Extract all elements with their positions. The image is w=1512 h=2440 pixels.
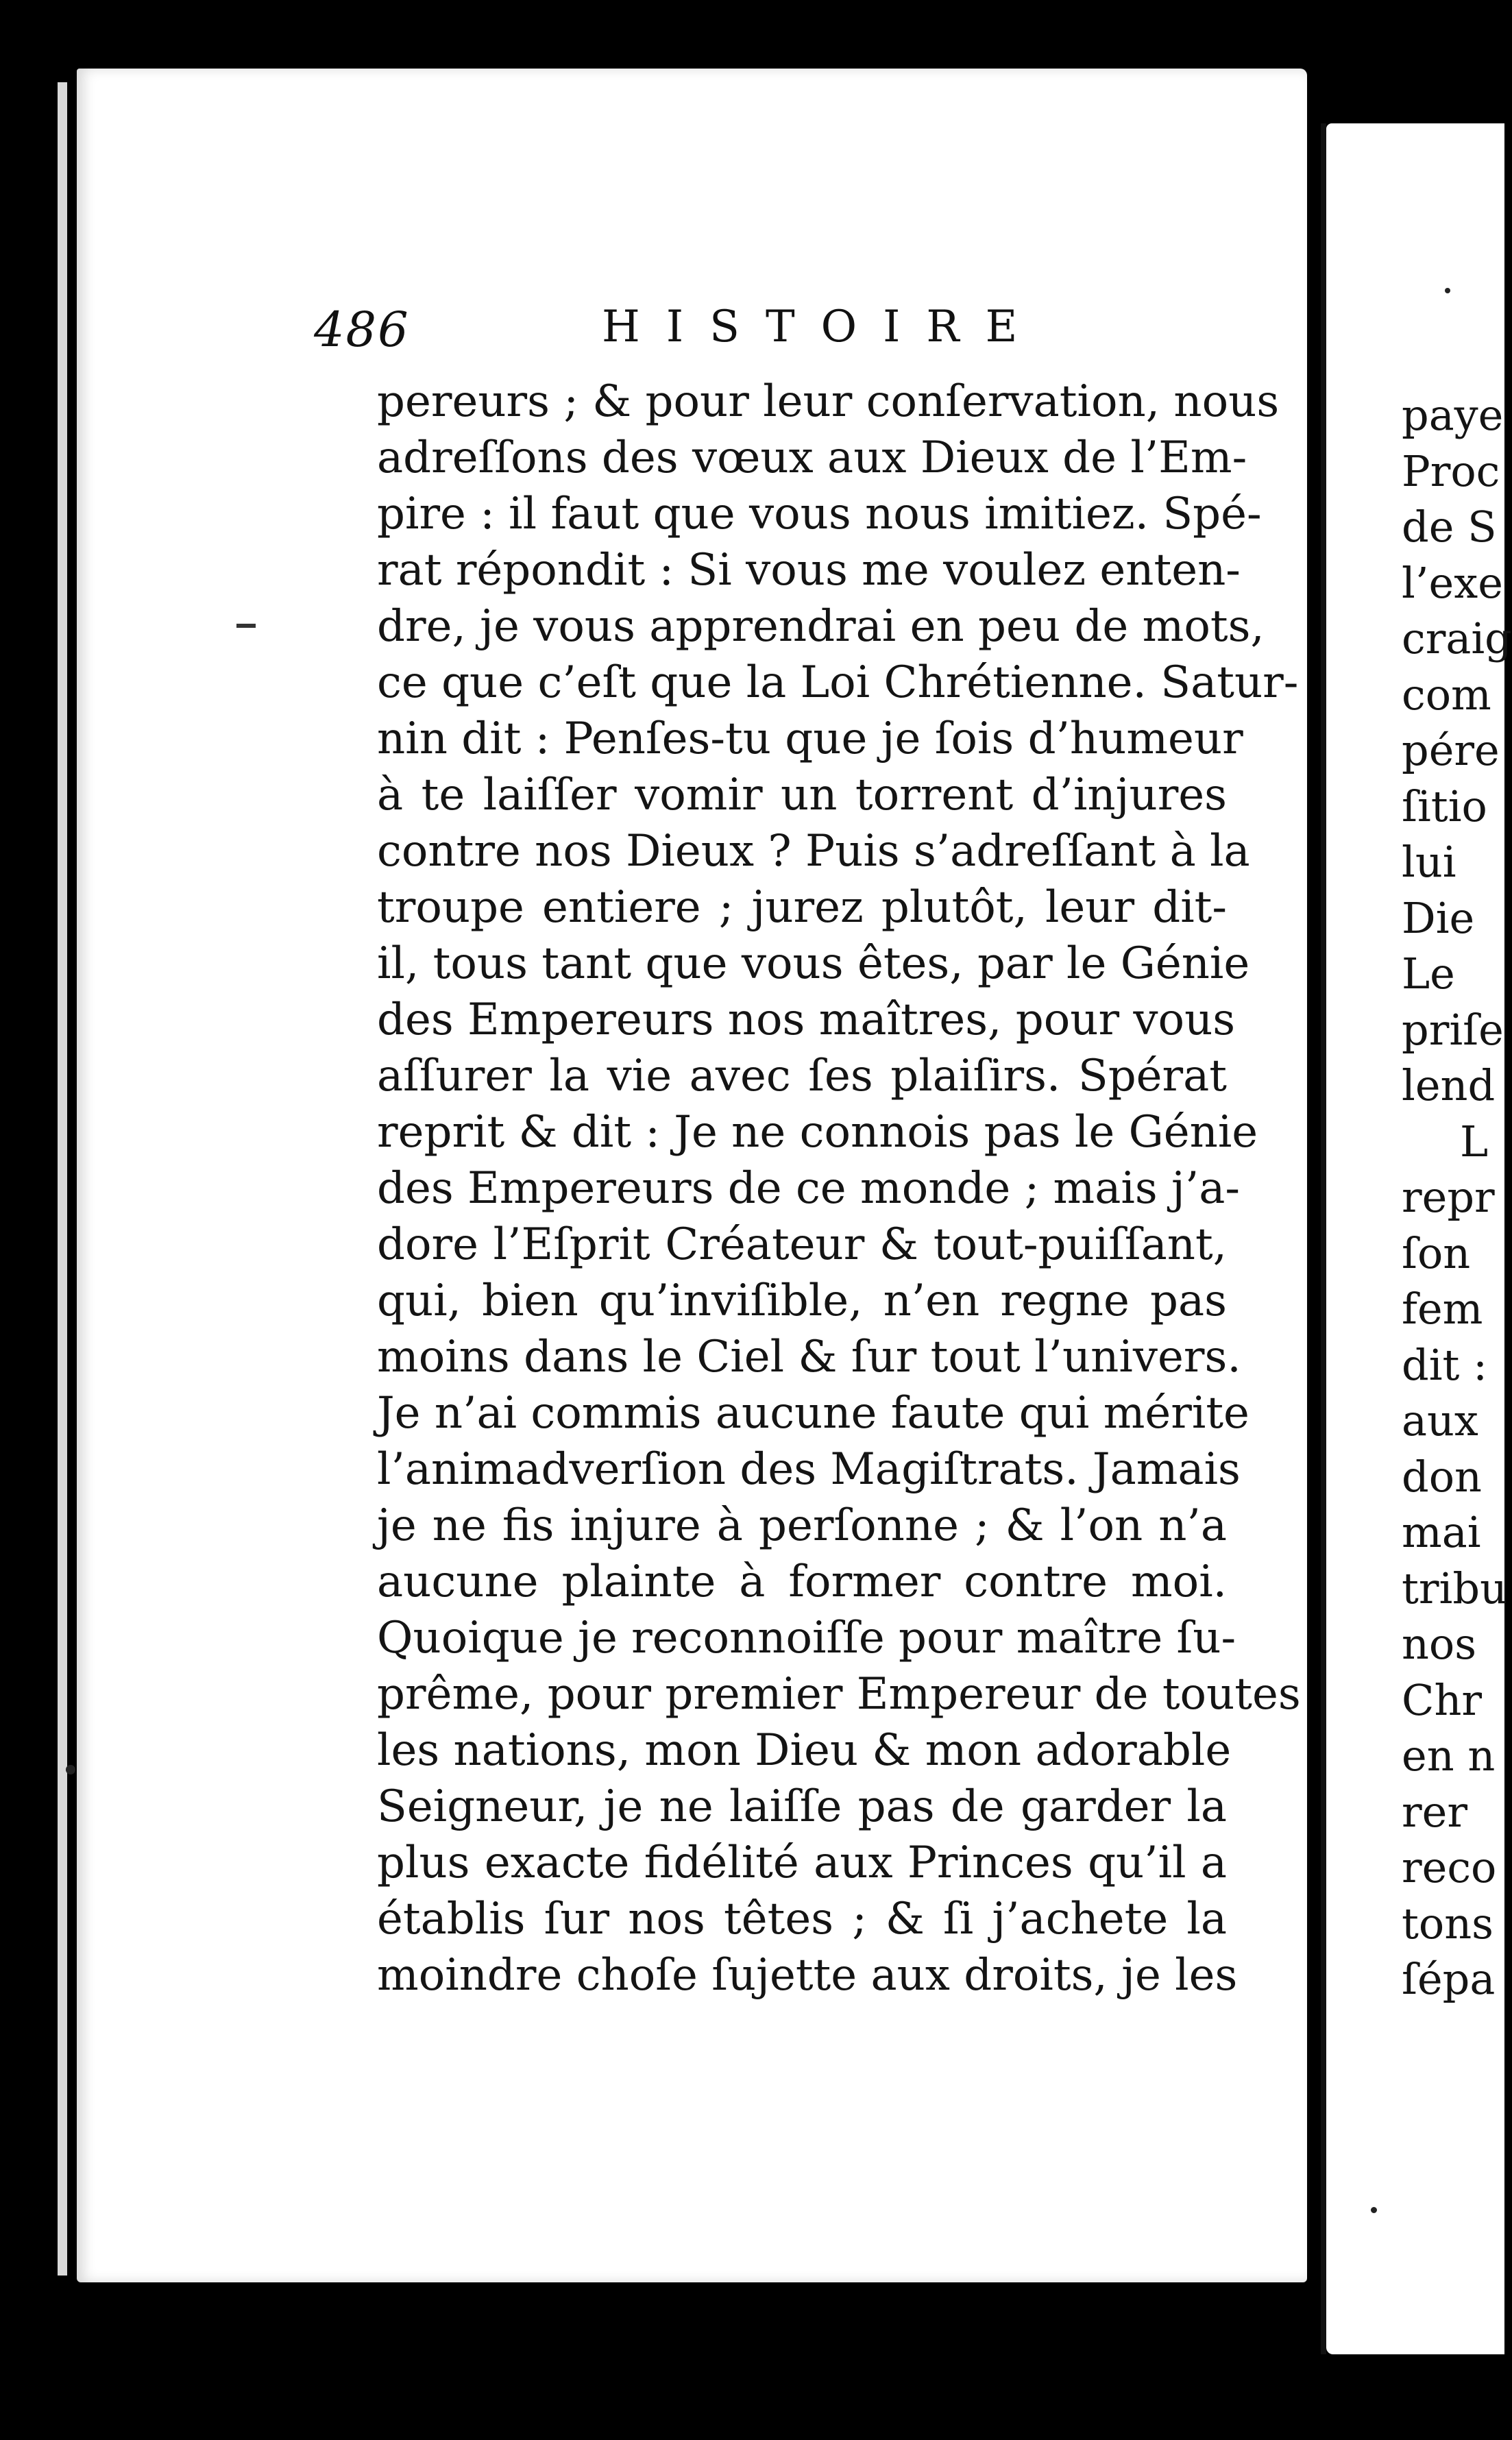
text-line-fragment: paye bbox=[1402, 390, 1504, 440]
text-line: des Empereurs nos maîtres, pour vous bbox=[377, 995, 1236, 1045]
text-line-fragment: Proc bbox=[1402, 446, 1500, 496]
text-line-fragment: lend bbox=[1402, 1060, 1496, 1110]
text-line-fragment: aux bbox=[1402, 1395, 1478, 1445]
text-line-fragment: de S bbox=[1402, 502, 1497, 552]
text-line-fragment: mai bbox=[1402, 1507, 1481, 1557]
text-line: contre nos Dieux ? Puis s’adreſſant à la bbox=[377, 826, 1250, 877]
text-line-fragment: tribu bbox=[1402, 1563, 1508, 1613]
text-line-fragment: ſitio bbox=[1402, 781, 1487, 831]
text-line: Quoique je reconnoiſſe pour maître ſu- bbox=[377, 1613, 1236, 1663]
text-line: les nations, mon Dieu & mon adorable bbox=[377, 1725, 1232, 1776]
text-line-fragment: L bbox=[1460, 1116, 1489, 1167]
text-line: je ne fis injure à perſonne ; & l’on n’a bbox=[377, 1500, 1227, 1551]
text-line-fragment: ſépa bbox=[1402, 1954, 1496, 2004]
text-line: moindre choſe ſujette aux droits, je les bbox=[377, 1950, 1238, 2001]
text-line: troupe entiere ; jurez plutôt, leur dit- bbox=[377, 882, 1227, 933]
text-line-fragment: nos bbox=[1402, 1619, 1477, 1669]
text-line: plus exacte fidélité aux Princes qu’il a bbox=[377, 1838, 1227, 1888]
text-line: aſſurer la vie avec ſes plaiſirs. Spérat bbox=[377, 1051, 1227, 1101]
text-line-fragment: Die bbox=[1402, 892, 1475, 943]
margin-mark bbox=[236, 624, 256, 628]
text-line-fragment: Le bbox=[1402, 949, 1455, 999]
left-page-text bbox=[377, 374, 1301, 2003]
ink-speck bbox=[66, 1765, 75, 1774]
text-line: prême, pour premier Empereur de toutes bbox=[377, 1669, 1301, 1720]
text-line-fragment: craig bbox=[1402, 613, 1512, 663]
text-line-fragment: reco bbox=[1402, 1842, 1497, 1892]
text-line-fragment: com bbox=[1402, 669, 1491, 720]
text-line-fragment: Chr bbox=[1402, 1674, 1483, 1725]
text-line-fragment: priſe bbox=[1402, 1004, 1504, 1055]
text-line: pire : il faut que vous nous imitiez. Spé- bbox=[377, 489, 1262, 539]
text-line: il, tous tant que vous êtes, par le Génie bbox=[377, 938, 1250, 989]
right-page-text bbox=[1402, 387, 1512, 2008]
text-line: reprit & dit : Je ne connois pas le Génie bbox=[377, 1107, 1258, 1158]
text-line-fragment: l’exe bbox=[1402, 557, 1503, 608]
text-line: ce que c’eſt que la Loi Chrétienne. Satur- bbox=[377, 657, 1299, 708]
text-line: adreſſons des vœux aux Dieux de l’Em- bbox=[377, 432, 1247, 483]
text-line-fragment: repr bbox=[1402, 1172, 1495, 1222]
text-line-fragment: ſon bbox=[1402, 1228, 1471, 1278]
ink-speck bbox=[1445, 288, 1450, 293]
text-line: qui, bien qu’inviſible, n’en regne pas bbox=[377, 1276, 1227, 1326]
text-line: nin dit : Penſes-tu que je ſois d’humeur bbox=[377, 713, 1243, 764]
text-line: des Empereurs de ce monde ; mais j’a- bbox=[377, 1163, 1240, 1214]
text-line-fragment: pére bbox=[1402, 725, 1500, 775]
text-line: rat répondit : Si vous me voulez enten- bbox=[377, 545, 1241, 596]
text-line: dore l’Eſprit Créateur & tout-puiſſant, bbox=[377, 1219, 1227, 1270]
page-heading: HISTOIRE bbox=[602, 302, 1044, 352]
text-line-fragment: fem bbox=[1402, 1284, 1483, 1334]
text-line: pereurs ; & pour leur conſervation, nous bbox=[377, 376, 1280, 427]
text-line-fragment: don bbox=[1402, 1451, 1482, 1502]
text-line: Seigneur, je ne laiſſe pas de garder la bbox=[377, 1781, 1227, 1832]
text-line: établis ſur nos têtes ; & ſi j’achete la bbox=[377, 1894, 1227, 1944]
text-line: à te laiſſer vomir un torrent d’injures bbox=[377, 770, 1227, 820]
text-line: aucune plainte à former contre moi. bbox=[377, 1557, 1227, 1607]
text-line-fragment: tons bbox=[1402, 1898, 1493, 1949]
running-head bbox=[314, 281, 1260, 363]
text-line: moins dans le Ciel & ſur tout l’univers. bbox=[377, 1332, 1241, 1382]
text-line-fragment: dit : bbox=[1402, 1339, 1488, 1390]
ink-speck bbox=[1371, 2207, 1377, 2213]
text-line: dre, je vous apprendrai en peu de mots, bbox=[377, 601, 1265, 652]
text-line: l’animadverſion des Magiſtrats. Jamais bbox=[377, 1444, 1241, 1495]
text-line-fragment: en n bbox=[1402, 1731, 1496, 1781]
text-line-fragment: rer bbox=[1402, 1786, 1467, 1837]
text-line-fragment: lui bbox=[1402, 837, 1456, 887]
text-line: Je n’ai commis aucune faute qui mérite bbox=[377, 1388, 1249, 1439]
page-number: 486 bbox=[314, 302, 410, 358]
